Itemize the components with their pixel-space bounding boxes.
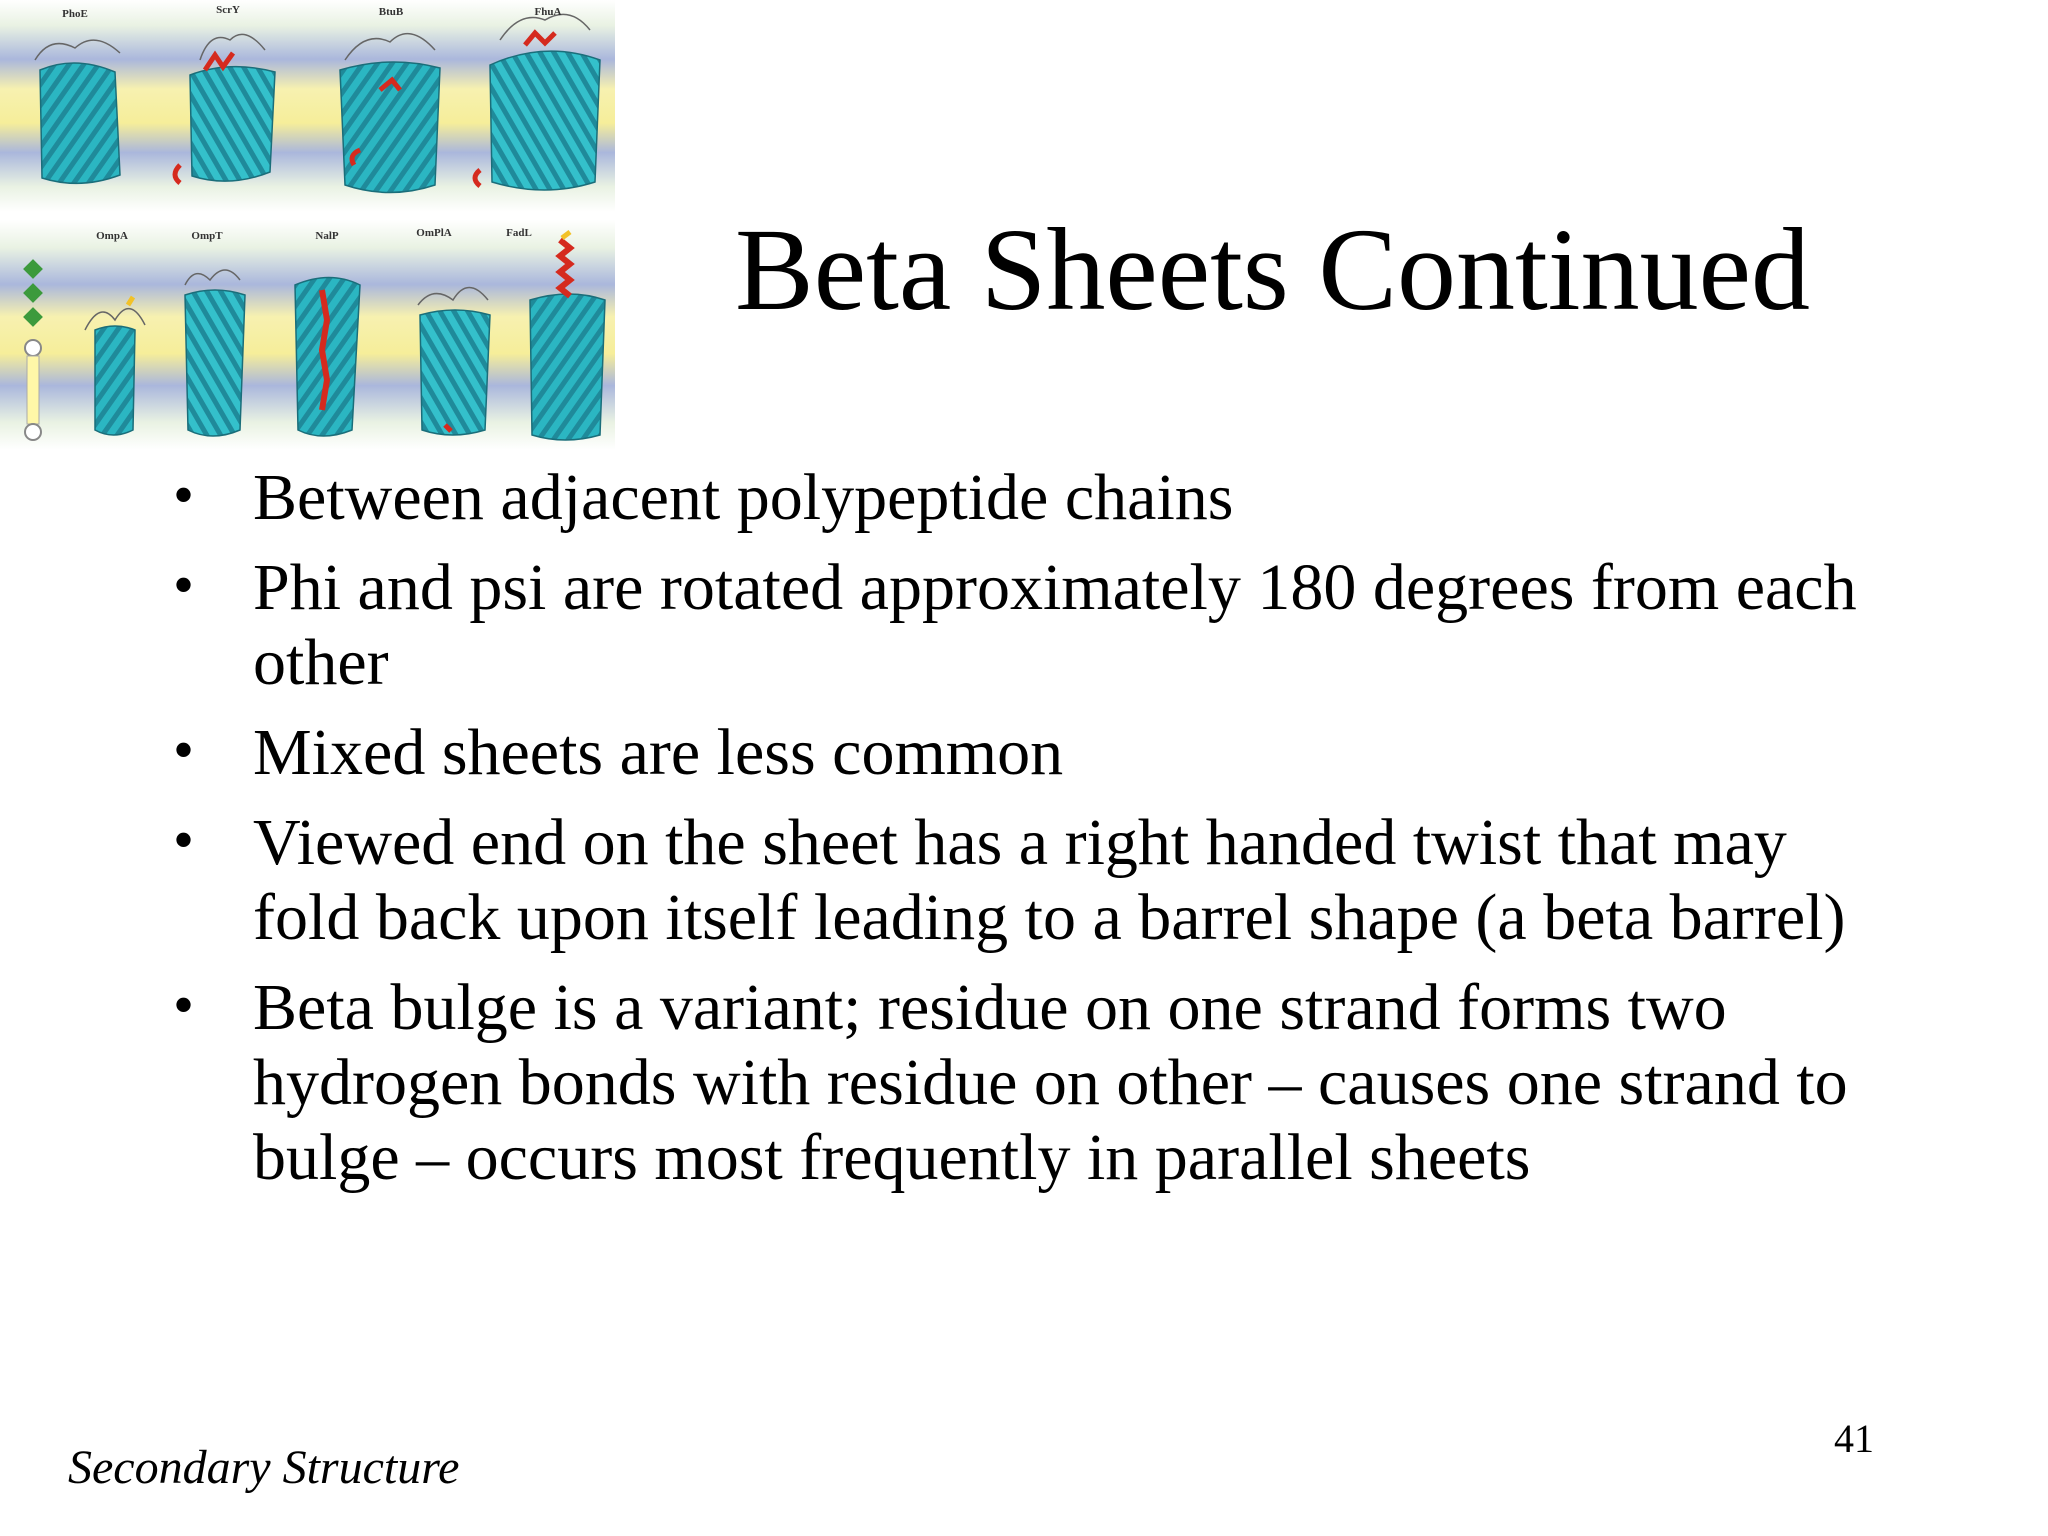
bullet-item: • Between adjacent polypeptide chains — [173, 460, 1873, 535]
bullet-item: • Phi and psi are rotated approximately 180 degrees from each other — [173, 550, 1873, 700]
figure-label-nalp: NalP — [315, 230, 339, 242]
figure-label-btub: BtuB — [378, 6, 404, 18]
figure-label-ompa: OmpA — [96, 230, 128, 242]
bullet-item: • Mixed sheets are less common — [173, 715, 1873, 790]
barrel-ompt — [185, 270, 245, 436]
figure-label-ompla: OmPlA — [416, 227, 452, 239]
figure-label-scry: ScrY — [216, 4, 240, 16]
barrel-nalp — [295, 278, 360, 437]
beta-barrel-figure — [0, 0, 615, 450]
bullet-list — [173, 460, 1873, 1210]
bullet-item: • Viewed end on the sheet has a right handed twist that may fold back upon itself leading to a barrel shape (a beta barrel) — [173, 805, 1873, 955]
slide-title: Beta Sheets Continued — [735, 204, 1810, 335]
page-number: 41 — [1834, 1416, 1874, 1461]
figure-label-ompt: OmpT — [191, 230, 223, 242]
figure-label-phoe: PhoE — [62, 8, 88, 20]
slide-footer: Secondary Structure — [68, 1441, 460, 1494]
figure-label-fadl: FadL — [506, 227, 532, 239]
figure-label-fhua: FhuA — [534, 6, 562, 18]
bullet-item: • Beta bulge is a variant; residue on one strand forms two hydrogen bonds with residue on other – causes one strand to bulge – occurs most frequently in parallel sheets — [173, 970, 1873, 1195]
